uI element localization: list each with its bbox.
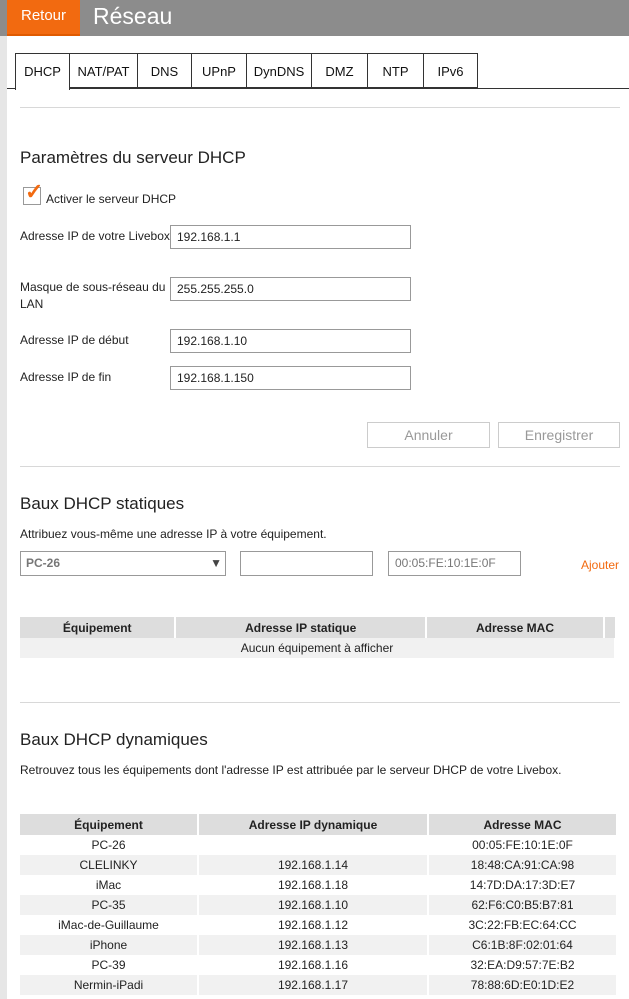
start-ip-input[interactable]: 192.168.1.10 [170,329,411,353]
tab-nat-pat[interactable]: NAT/PAT [70,53,138,88]
table-row [20,935,616,955]
dynamic-leases-title: Baux DHCP dynamiques [20,730,208,749]
ip-cell: 192.168.1.12 [198,915,428,935]
divider [20,702,620,703]
column-header: Équipement [20,617,175,638]
mac-cell: 00:05:FE:10:1E:0F [428,835,616,855]
ip-cell: 192.168.1.10 [198,895,428,915]
column-header: Adresse MAC [428,814,616,835]
tab-dmz[interactable]: DMZ [312,53,368,88]
mac-cell: C6:1B:8F:02:01:64 [428,935,616,955]
ip-cell: 192.168.1.17 [198,975,428,995]
subnet-mask-input[interactable]: 255.255.255.0 [170,277,411,301]
tab-dyndns[interactable]: DynDNS [247,53,312,88]
table-row [20,875,616,895]
ip-cell: 192.168.1.16 [198,955,428,975]
device-cell: CLELINKY [20,855,198,875]
device-cell: iMac [20,875,198,895]
ip-cell [198,835,428,855]
mac-cell: 78:88:6D:E0:1D:E2 [428,975,616,995]
dhcp-server-title: Paramètres du serveur DHCP [20,148,246,167]
end-ip-input[interactable]: 192.168.1.150 [170,366,411,390]
tab-ntp[interactable]: NTP [368,53,424,88]
device-cell: iMac-de-Guillaume [20,915,198,935]
static-leases-title: Baux DHCP statiques [20,494,185,513]
mac-cell: 3C:22:FB:EC:64:CC [428,915,616,935]
device-cell: PC-39 [20,955,198,975]
mac-cell: 32:EA:D9:57:7E:B2 [428,955,616,975]
static-leases-table [20,617,616,658]
dynamic-leases-description: Retrouvez tous les équipements dont l'adresse IP est attribuée par le serveur DHCP de votre Livebox. [20,763,562,777]
divider [20,107,620,108]
livebox-ip-label: Adresse IP de votre Livebox [20,229,170,243]
table-row [20,895,616,915]
mac-address-input[interactable]: 00:05:FE:10:1E:0F [388,551,521,576]
column-header: Équipement [20,814,198,835]
add-link[interactable]: Ajouter [581,558,620,572]
mac-cell: 14:7D:DA:17:3D:E7 [428,875,616,895]
tab-bar [15,53,478,89]
table-row [20,915,616,935]
divider [20,466,620,467]
column-header-spacer [604,617,615,638]
device-cell: iPhone [20,935,198,955]
active-tab-gap [16,88,69,89]
tab-dhcp[interactable]: DHCP [15,53,70,90]
table-row [20,835,616,855]
ip-cell: 192.168.1.14 [198,855,428,875]
table-row [20,975,616,995]
tabs-baseline [7,88,629,89]
enable-dhcp-label: Activer le serveur DHCP [46,192,177,206]
mac-cell: 62:F6:C0:B5:B7:81 [428,895,616,915]
back-button[interactable]: Retour [7,0,80,36]
static-leases-description: Attribuez vous-même une adresse IP à votre équipement. [20,527,327,541]
column-header: Adresse IP dynamique [198,814,428,835]
save-button[interactable]: Enregistrer [498,422,620,448]
tab-upnp[interactable]: UPnP [192,53,247,88]
device-select-value: PC-26 [26,556,61,570]
table-row [20,955,616,975]
empty-message: Aucun équipement à afficher [20,638,615,658]
tab-dns[interactable]: DNS [138,53,192,88]
livebox-ip-input[interactable]: 192.168.1.1 [170,225,411,249]
table-row [20,855,616,875]
device-cell: PC-35 [20,895,198,915]
tab-ipv6[interactable]: IPv6 [424,53,478,88]
checkmark-icon: ✓ [25,179,44,204]
ip-cell: 192.168.1.13 [198,935,428,955]
cancel-button[interactable]: Annuler [367,422,490,448]
column-header: Adresse MAC [426,617,604,638]
mac-cell: 18:48:CA:91:CA:98 [428,855,616,875]
enable-dhcp-checkbox[interactable] [23,179,44,205]
device-cell: Nermin-iPadi [20,975,198,995]
subnet-mask-label: Masque de sous-réseau du LAN [20,280,166,311]
caret-down-icon: ▼ [210,556,222,570]
dynamic-leases-table [20,814,616,995]
start-ip-label: Adresse IP de début [20,333,129,347]
column-header: Adresse IP statique [175,617,426,638]
device-cell: PC-26 [20,835,198,855]
static-ip-input[interactable] [240,551,373,576]
ip-cell: 192.168.1.18 [198,875,428,895]
device-select[interactable] [20,551,226,576]
page-title: Réseau [93,3,173,29]
end-ip-label: Adresse IP de fin [20,370,112,384]
left-edge [0,36,7,999]
